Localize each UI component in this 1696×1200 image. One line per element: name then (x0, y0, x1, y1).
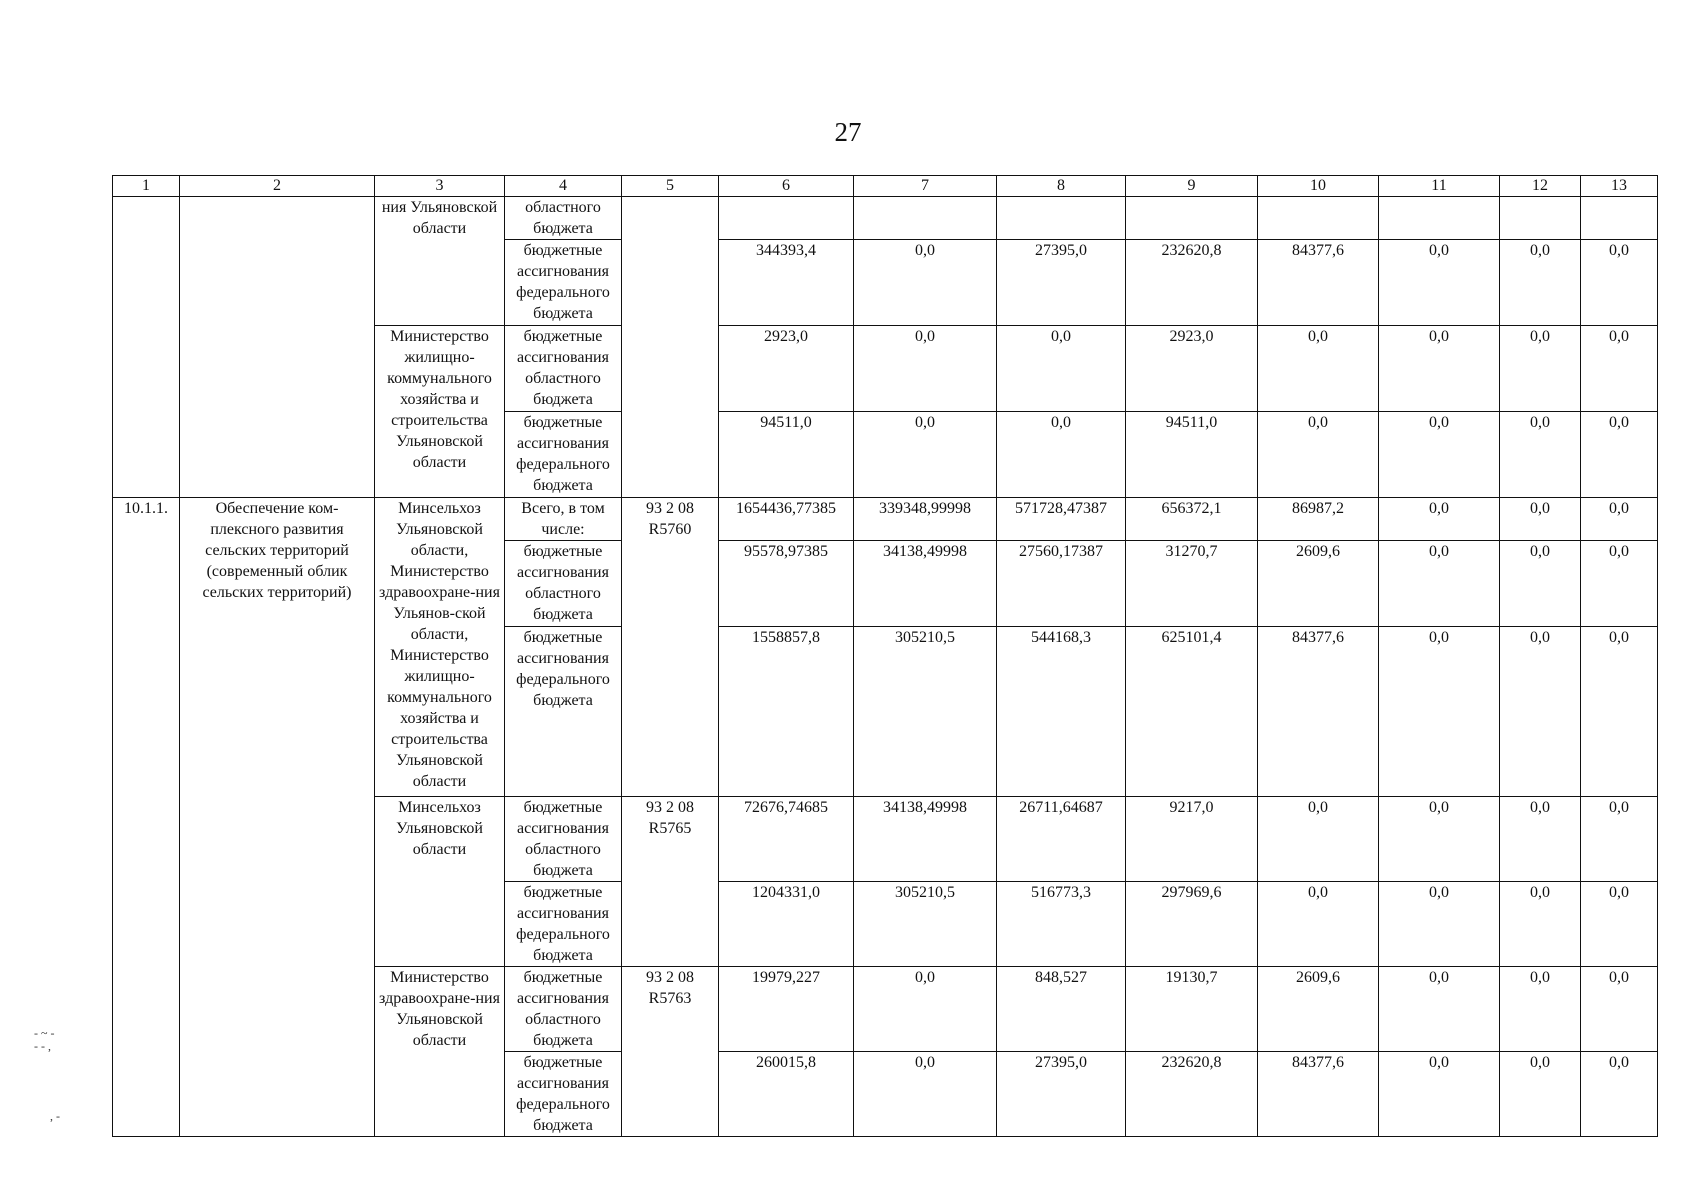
scan-speck-mark: - - , (34, 1039, 51, 1053)
value-cell: 34138,49998 (854, 541, 997, 627)
value-cell: 34138,49998 (854, 797, 997, 882)
value-cell: 94511,0 (1126, 412, 1258, 498)
funding-source-cell: областного бюджета (505, 197, 622, 240)
value-cell: 2923,0 (1126, 326, 1258, 412)
value-cell: 305210,5 (854, 882, 997, 967)
value-cell: 27395,0 (997, 1052, 1126, 1137)
item-name-line: сельских территорий (205, 542, 349, 559)
item-name-cell (180, 498, 375, 1137)
budget-code-cell: 93 2 08 R5763 (622, 967, 719, 1137)
value-cell: 0,0 (1500, 882, 1581, 967)
value-cell: 0,0 (1500, 1052, 1581, 1137)
column-number-cell: 4 (505, 176, 622, 197)
column-number-cell: 3 (375, 176, 505, 197)
value-cell: 27395,0 (997, 240, 1126, 326)
value-cell: 0,0 (1581, 326, 1658, 412)
value-cell: 0,0 (997, 412, 1126, 498)
value-cell: 94511,0 (719, 412, 854, 498)
column-number-cell: 10 (1258, 176, 1379, 197)
column-number-row (113, 176, 1658, 197)
value-cell: 0,0 (854, 240, 997, 326)
value-cell: 232620,8 (1126, 1052, 1258, 1137)
funding-source-cell: бюджетные ассигнования федерального бюджета (505, 627, 622, 797)
scan-speck-mark: - ~ - (34, 1026, 55, 1040)
value-cell: 0,0 (1581, 240, 1658, 326)
table-row (113, 498, 1658, 541)
value-cell: 0,0 (1581, 541, 1658, 627)
budget-code-cell: 93 2 08 R5760 (622, 498, 719, 797)
value-cell: 84377,6 (1258, 240, 1379, 326)
value-cell: 2923,0 (719, 326, 854, 412)
value-cell: 19979,227 (719, 967, 854, 1052)
value-cell: 0,0 (1500, 326, 1581, 412)
value-cell: 544168,3 (997, 627, 1126, 797)
value-cell: 0,0 (1379, 326, 1500, 412)
value-cell: 0,0 (1258, 882, 1379, 967)
value-cell (1258, 197, 1379, 240)
responsible-cell: Министерство здравоохране-ния Ульяновской области (375, 967, 505, 1137)
value-cell: 0,0 (1500, 240, 1581, 326)
responsible-cell: Минсельхоз Ульяновской области, Министерство здравоохране-ния Ульянов-ской области, Министерство жилищно-коммунального хозяйства и строительства Ульяновской области (375, 498, 505, 797)
value-cell: 2609,6 (1258, 541, 1379, 627)
value-cell: 86987,2 (1258, 498, 1379, 541)
column-number-cell: 11 (1379, 176, 1500, 197)
value-cell (1500, 197, 1581, 240)
value-cell (1581, 197, 1658, 240)
column-number-cell: 2 (180, 176, 375, 197)
value-cell: 0,0 (854, 326, 997, 412)
column-number-cell: 1 (113, 176, 180, 197)
responsible-cell: Минсельхоз Ульяновской области (375, 797, 505, 967)
page-number: 27 (834, 117, 862, 147)
value-cell: 0,0 (1379, 541, 1500, 627)
budget-code-cell (622, 197, 719, 498)
value-cell: 84377,6 (1258, 1052, 1379, 1137)
value-cell: 2609,6 (1258, 967, 1379, 1052)
value-cell: 0,0 (1379, 627, 1500, 797)
value-cell: 0,0 (1500, 797, 1581, 882)
value-cell: 84377,6 (1258, 627, 1379, 797)
funding-source-cell: бюджетные ассигнования областного бюджета (505, 797, 622, 882)
responsible-cell: ния Ульяновской области (375, 197, 505, 326)
value-cell: 95578,97385 (719, 541, 854, 627)
value-cell: 0,0 (1581, 498, 1658, 541)
value-cell: 339348,99998 (854, 498, 997, 541)
value-cell: 0,0 (1258, 326, 1379, 412)
column-number-cell: 9 (1126, 176, 1258, 197)
value-cell: 625101,4 (1126, 627, 1258, 797)
value-cell: 344393,4 (719, 240, 854, 326)
value-cell: 0,0 (1379, 412, 1500, 498)
funding-source-cell: Всего, в том числе: (505, 498, 622, 541)
table-row (113, 197, 1658, 240)
column-number-cell: 6 (719, 176, 854, 197)
column-number-cell: 12 (1500, 176, 1581, 197)
funding-source-cell: бюджетные ассигнования областного бюджета (505, 967, 622, 1052)
value-cell: 0,0 (1258, 412, 1379, 498)
value-cell: 9217,0 (1126, 797, 1258, 882)
value-cell: 848,527 (997, 967, 1126, 1052)
value-cell: 0,0 (854, 412, 997, 498)
value-cell: 0,0 (1581, 967, 1658, 1052)
value-cell (1126, 197, 1258, 240)
value-cell: 0,0 (1500, 498, 1581, 541)
value-cell: 0,0 (1500, 627, 1581, 797)
value-cell: 0,0 (1379, 797, 1500, 882)
budget-table (112, 175, 1658, 1137)
value-cell: 31270,7 (1126, 541, 1258, 627)
item-name-line: плексного развития (210, 521, 344, 538)
value-cell: 0,0 (1379, 240, 1500, 326)
scan-speck-mark: , - (50, 1109, 60, 1123)
value-cell: 1654436,77385 (719, 498, 854, 541)
value-cell: 0,0 (1379, 1052, 1500, 1137)
item-number-cell (113, 197, 180, 498)
value-cell: 0,0 (1581, 882, 1658, 967)
value-cell: 1204331,0 (719, 882, 854, 967)
funding-source-cell: бюджетные ассигнования федерального бюджета (505, 1052, 622, 1137)
value-cell: 0,0 (997, 326, 1126, 412)
column-number-cell: 13 (1581, 176, 1658, 197)
value-cell: 0,0 (1581, 1052, 1658, 1137)
value-cell: 0,0 (854, 1052, 997, 1137)
column-number-cell: 5 (622, 176, 719, 197)
value-cell: 72676,74685 (719, 797, 854, 882)
value-cell: 26711,64687 (997, 797, 1126, 882)
value-cell: 27560,17387 (997, 541, 1126, 627)
budget-code-cell: 93 2 08 R5765 (622, 797, 719, 967)
value-cell: 0,0 (1379, 498, 1500, 541)
item-name-line: Обеспечение ком- (215, 500, 339, 517)
value-cell (1379, 197, 1500, 240)
item-name-cell (180, 197, 375, 498)
value-cell: 19130,7 (1126, 967, 1258, 1052)
value-cell: 0,0 (1581, 797, 1658, 882)
value-cell (997, 197, 1126, 240)
value-cell: 656372,1 (1126, 498, 1258, 541)
value-cell: 232620,8 (1126, 240, 1258, 326)
value-cell: 516773,3 (997, 882, 1126, 967)
value-cell: 260015,8 (719, 1052, 854, 1137)
responsible-cell: Министерство жилищно-коммунального хозяйства и строительства Ульяновской области (375, 326, 505, 498)
value-cell: 571728,47387 (997, 498, 1126, 541)
funding-source-cell: бюджетные ассигнования федерального бюджета (505, 412, 622, 498)
value-cell: 0,0 (1500, 967, 1581, 1052)
value-cell: 305210,5 (854, 627, 997, 797)
item-name-line: сельских территорий) (202, 584, 352, 601)
value-cell: 0,0 (1379, 967, 1500, 1052)
value-cell: 0,0 (1379, 882, 1500, 967)
funding-source-cell: бюджетные ассигнования областного бюджета (505, 541, 622, 627)
value-cell: 1558857,8 (719, 627, 854, 797)
funding-source-cell: бюджетные ассигнования федерального бюджета (505, 240, 622, 326)
value-cell (719, 197, 854, 240)
item-name-line: (современный облик (206, 563, 348, 580)
value-cell: 0,0 (1581, 627, 1658, 797)
value-cell: 0,0 (1581, 412, 1658, 498)
value-cell: 0,0 (854, 967, 997, 1052)
value-cell: 297969,6 (1126, 882, 1258, 967)
value-cell: 0,0 (1500, 412, 1581, 498)
item-number-cell: 10.1.1. (113, 498, 180, 1137)
column-number-cell: 8 (997, 176, 1126, 197)
value-cell: 0,0 (1258, 797, 1379, 882)
column-number-cell: 7 (854, 176, 997, 197)
value-cell (854, 197, 997, 240)
value-cell: 0,0 (1500, 541, 1581, 627)
funding-source-cell: бюджетные ассигнования областного бюджета (505, 326, 622, 412)
funding-source-cell: бюджетные ассигнования федерального бюджета (505, 882, 622, 967)
